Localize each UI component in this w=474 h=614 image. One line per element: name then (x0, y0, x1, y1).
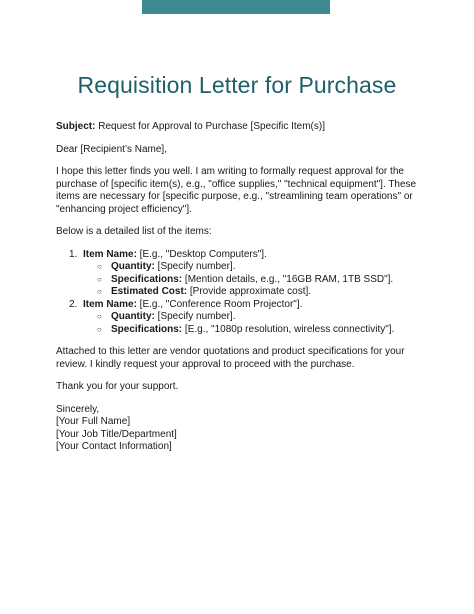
item-number: 1. (69, 248, 78, 260)
subject-label: Subject: (56, 121, 96, 132)
detail-label: Quantity: (111, 311, 155, 322)
detail-label: Quantity: (111, 261, 155, 272)
item-details (83, 311, 426, 336)
sender-job: [Your Job Title/Department] (56, 428, 177, 440)
detail-value: [Mention details, e.g., "16GB RAM, 1TB SSD"]. (182, 273, 394, 285)
closing-salutation: Sincerely, (56, 403, 100, 415)
item-name-line (83, 299, 426, 312)
item-name-label: Item Name: (83, 298, 137, 310)
item-name-value: [E.g., "Desktop Computers"]. (136, 248, 267, 260)
circle-bullet-icon: ○ (97, 312, 102, 321)
detail-item (83, 274, 426, 287)
item-details (83, 261, 426, 299)
list-item (56, 299, 426, 337)
detail-item (83, 311, 426, 324)
top-accent-bar (142, 0, 330, 14)
circle-bullet-icon: ○ (97, 262, 102, 271)
detail-value: [Provide approximate cost]. (187, 286, 312, 297)
item-list (56, 249, 426, 337)
detail-label: Specifications: (111, 273, 183, 285)
list-item (56, 249, 426, 299)
circle-bullet-icon: ○ (97, 274, 102, 284)
detail-value: [Specify number]. (154, 311, 236, 322)
letter-body (56, 121, 426, 454)
circle-bullet-icon: ○ (97, 287, 102, 296)
subject-text: Request for Approval to Purchase [Specific Item(s)] (95, 121, 325, 132)
item-number: 2. (69, 298, 78, 310)
signature-block (56, 404, 426, 454)
detail-label: Specifications: (111, 323, 183, 335)
circle-bullet-icon: ○ (97, 324, 102, 334)
sender-contact: [Your Contact Information] (56, 441, 172, 452)
detail-item (83, 261, 426, 274)
sender-name: [Your Full Name] (56, 416, 131, 427)
detail-value: [E.g., "1080p resolution, wireless connectivity"]. (182, 323, 395, 335)
detail-item (83, 324, 426, 337)
detail-label: Estimated Cost: (111, 286, 188, 297)
item-name-label: Item Name: (83, 248, 137, 260)
intro-paragraph: I hope this letter finds you well. I am writing to formally request approval for the purchase of [specific item(s), e.g., "office supplies," "technical equipment"]. These items are necessary for [specific purpose, e.g., "streamlining team operations" or "enhancing project efficiency"]. (56, 166, 417, 215)
thanks-line: Thank you for your support. (56, 381, 179, 392)
detail-item (83, 286, 426, 299)
item-name-line (83, 249, 426, 262)
subject-line (56, 121, 426, 134)
letter-title: Requisition Letter for Purchase (77, 72, 397, 98)
attachments-paragraph: Attached to this letter are vendor quotations and product specifications for your review. I kindly request your approval to proceed with the purchase. (56, 346, 405, 370)
detail-value: [Specify number]. (154, 261, 236, 272)
greeting: Dear [Recipient’s Name], (56, 143, 167, 155)
list-intro: Below is a detailed list of the items: (56, 226, 212, 237)
item-name-value: [E.g., "Conference Room Projector"]. (136, 298, 303, 310)
